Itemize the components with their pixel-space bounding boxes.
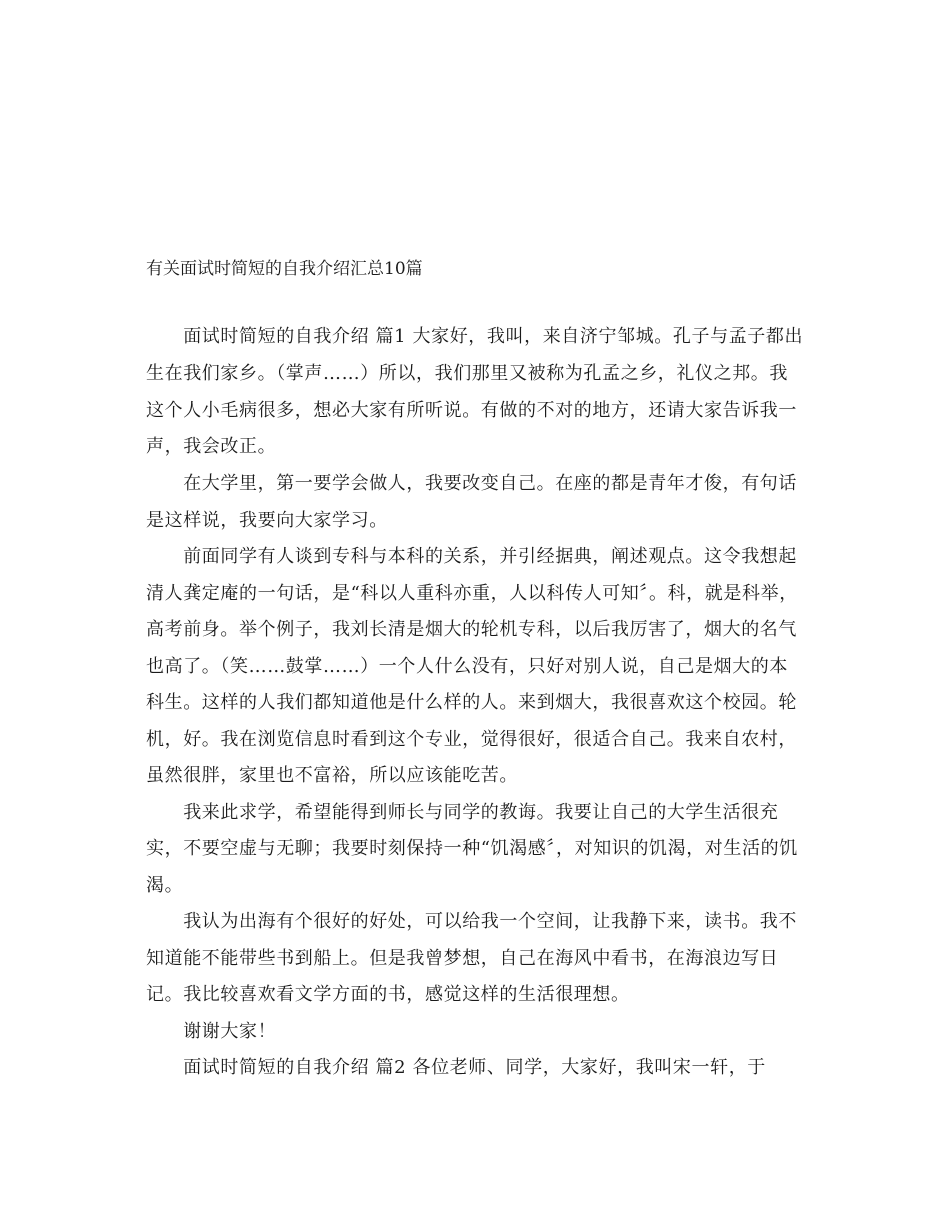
body-line: 实，不要空虚与无聊；我要时刻保持一种“饥渴感〞，对知识的饥渴，对生活的饥 — [146, 838, 798, 859]
body-line: 生在我们家乡。（掌声……）所以，我们那里又被称为孔孟之乡，礼仪之邦。我 — [146, 363, 788, 384]
body-line: 这个人小毛病很多，想必大家有所听说。有做的不对的地方，还请大家告诉我一 — [146, 400, 797, 421]
body-line: 清人龚定庵的一句话，是“科以人重科亦重，人以科传人可知〞。科，就是科举， — [146, 583, 798, 604]
body-line: 也高了。（笑……鼓掌……）一个人什么没有，只好对别人说，自己是烟大的本 — [146, 656, 788, 677]
body-line: 渴。 — [146, 875, 184, 896]
body-line: 声，我会改正。 — [146, 436, 277, 457]
document-title: 有关面试时简短的自我介绍汇总10篇 — [146, 259, 423, 279]
body-line: 知道能不能带些书到船上。但是我曾梦想，自己在海风中看书，在海浪边写日 — [146, 948, 779, 969]
body-line: 面试时简短的自我介绍 篇1 大家好，我叫，来自济宁邹城。孔子与孟子都出 — [146, 326, 804, 347]
body-line: 高考前身。举个例子，我刘长清是烟大的轮机专科，以后我厉害了，烟大的名气 — [146, 619, 797, 640]
body-line: 科生。这样的人我们都知道他是什么样的人。来到烟大，我很喜欢这个校园。轮 — [146, 692, 797, 713]
body-line: 谢谢大家！ — [146, 1021, 277, 1042]
body-line: 是这样说，我要向大家学习。 — [146, 510, 388, 531]
body-line: 在大学里，第一要学会做人，我要改变自己。在座的都是青年才俊，有句话 — [146, 473, 797, 494]
body-line: 面试时简短的自我介绍 篇2 各位老师、同学，大家好，我叫宋一轩，于 — [146, 1057, 766, 1078]
body-line: 虽然很胖，家里也不富裕，所以应该能吃苦。 — [146, 765, 518, 786]
body-line: 我认为出海有个很好的好处，可以给我一个空间，让我静下来，读书。我不 — [146, 911, 797, 932]
body-line: 记。我比较喜欢看文学方面的书，感觉这样的生活很理想。 — [146, 984, 630, 1005]
body-line: 我来此求学，希望能得到师长与同学的教诲。我要让自己的大学生活很充 — [146, 802, 779, 823]
body-line: 前面同学有人谈到专科与本科的关系，并引经据典，阐述观点。这令我想起 — [146, 546, 797, 567]
body-line: 机，好。我在浏览信息时看到这个专业，觉得很好，很适合自己。我来自农村， — [146, 729, 797, 750]
